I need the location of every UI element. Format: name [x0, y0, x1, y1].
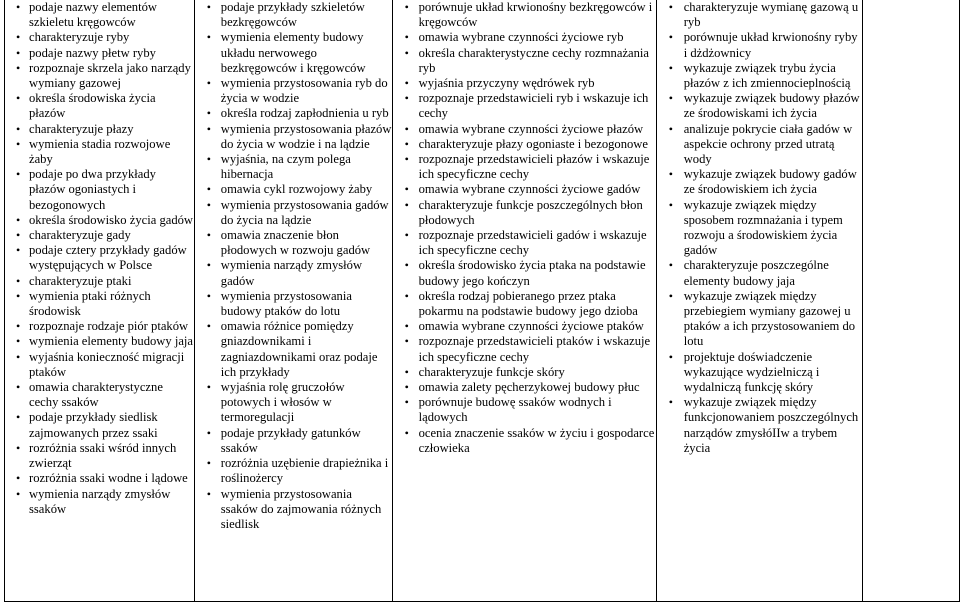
list-item: • wymienia stadia rozwojowe żaby: [5, 137, 194, 167]
list-item: • podaje nazwy elementów szkieletu kręgowców: [5, 0, 194, 30]
list-item: • charakteryzuje ptaki: [5, 274, 194, 289]
list-item: • określa rodzaj pobieranego przez ptaka pokarmu na podstawie budowy jego dzioba: [393, 289, 656, 319]
list-item: • podaje przykłady szkieletów bezkręgowców: [195, 0, 392, 30]
column-3-list: [393, 0, 656, 456]
list-item: • wymienia przystosowania ssaków do zajmowania różnych siedlisk: [195, 487, 392, 533]
list-item: • podaje nazwy płetw ryby: [5, 46, 194, 61]
list-item: • charakteryzuje wymianę gazową u ryb: [657, 0, 862, 30]
list-item: • rozpoznaje przedstawicieli ryb i wskazuje ich cechy: [393, 91, 656, 121]
list-item: • charakteryzuje płazy ogoniaste i bezogonowe: [393, 137, 656, 152]
list-item: • porównuje budowę ssaków wodnych i lądowych: [393, 395, 656, 425]
list-item: • rozróżnia ssaki wodne i lądowe: [5, 471, 194, 486]
list-item: • charakteryzuje poszczególne elementy budowy jaja: [657, 258, 862, 288]
list-item: • podaje cztery przykłady gadów występujących w Polsce: [5, 243, 194, 273]
list-item: • wykazuje związek budowy gadów ze środowiskiem ich życia: [657, 167, 862, 197]
table-row: [5, 0, 960, 602]
criteria-table: [4, 0, 960, 602]
list-item: • rozróżnia ssaki wśród innych zwierząt: [5, 441, 194, 471]
list-item: • wymienia narządy zmysłów gadów: [195, 258, 392, 288]
column-3-cell: [392, 0, 656, 602]
list-item: • podaje przykłady siedlisk zajmowanych przez ssaki: [5, 410, 194, 440]
list-item: • charakteryzuje płazy: [5, 122, 194, 137]
list-item: • omawia wybrane czynności życiowe płazów: [393, 122, 656, 137]
list-item: • analizuje pokrycie ciała gadów w aspekcie ochrony przed utratą wody: [657, 122, 862, 168]
list-item: • omawia wybrane czynności życiowe ryb: [393, 30, 656, 45]
list-item: • omawia wybrane czynności życiowe gadów: [393, 182, 656, 197]
list-item: • omawia cykl rozwojowy żaby: [195, 182, 392, 197]
list-item: • rozpoznaje przedstawicieli płazów i wskazuje ich specyficzne cechy: [393, 152, 656, 182]
list-item: • projektuje doświadczenie wykazujące wydzielniczą i wydalniczą funkcję skóry: [657, 350, 862, 396]
list-item: • wymienia przystosowania płazów do życia w wodzie i na lądzie: [195, 122, 392, 152]
list-item: • wykazuje związek między funkcjonowaniem poszczególnych narządów zmysłóIIw a trybem życia: [657, 395, 862, 456]
list-item: • określa środowisko życia gadów: [5, 213, 194, 228]
list-item: • porównuje układ krwionośny ryby i dżdżownicy: [657, 30, 862, 60]
list-item: • wykazuje związek trybu życia płazów z ich zmiennocieplnością: [657, 61, 862, 91]
column-1-cell: [5, 0, 195, 602]
list-item: • omawia różnice pomiędzy gniazdownikami i zagniazdownikami oraz podaje ich przykłady: [195, 319, 392, 380]
column-4-cell: [656, 0, 862, 602]
list-item: • charakteryzuje funkcje skóry: [393, 365, 656, 380]
list-item: • wymienia przystosowania ryb do życia w wodzie: [195, 76, 392, 106]
list-item: • wykazuje związek budowy płazów ze środowiskami ich życia: [657, 91, 862, 121]
list-item: • wyjaśnia konieczność migracji ptaków: [5, 350, 194, 380]
list-item: • rozpoznaje przedstawicieli gadów i wskazuje ich specyficzne cechy: [393, 228, 656, 258]
column-2-list: [195, 0, 392, 532]
list-item: • podaje przykłady gatunków ssaków: [195, 426, 392, 456]
list-item: • omawia wybrane czynności życiowe ptaków: [393, 319, 656, 334]
list-item: • ocenia znaczenie ssaków w życiu i gospodarce człowieka: [393, 426, 656, 456]
list-item: • charakteryzuje ryby: [5, 30, 194, 45]
list-item: • określa rodzaj zapłodnienia u ryb: [195, 106, 392, 121]
column-2-cell: [194, 0, 392, 602]
list-item: • wymienia ptaki różnych środowisk: [5, 289, 194, 319]
list-item: • wymienia elementy budowy układu nerwowego bezkręgowców i kręgowców: [195, 30, 392, 76]
list-item: • wyjaśnia przyczyny wędrówek ryb: [393, 76, 656, 91]
column-1-list: [5, 0, 194, 517]
list-item: • rozróżnia uzębienie drapieżnika i roślinożercy: [195, 456, 392, 486]
list-item: • wyjaśnia, na czym polega hibernacja: [195, 152, 392, 182]
list-item: • wymienia narządy zmysłów ssaków: [5, 487, 194, 517]
column-4-list: [657, 0, 862, 456]
list-item: • wykazuje związek między sposobem rozmnażania i typem rozwoju a środowiskiem życia gadów: [657, 198, 862, 259]
list-item: • charakteryzuje funkcje poszczególnych błon płodowych: [393, 198, 656, 228]
list-item: • określa charakterystyczne cechy rozmnażania ryb: [393, 46, 656, 76]
list-item: • wymienia elementy budowy jaja: [5, 334, 194, 349]
list-item: • wyjaśnia rolę gruczołów potowych i włosów w termoregulacji: [195, 380, 392, 426]
list-item: • określa środowiska życia płazów: [5, 91, 194, 121]
list-item: • wymienia przystosowania gadów do życia na lądzie: [195, 198, 392, 228]
list-item: • rozpoznaje skrzela jako narządy wymiany gazowej: [5, 61, 194, 91]
list-item: • omawia charakterystyczne cechy ssaków: [5, 380, 194, 410]
list-item: • wykazuje związek między przebiegiem wymiany gazowej u ptaków a ich przystosowaniem do lotu: [657, 289, 862, 350]
list-item: • charakteryzuje gady: [5, 228, 194, 243]
list-item: • rozpoznaje przedstawicieli ptaków i wskazuje ich specyficzne cechy: [393, 334, 656, 364]
list-item: • omawia znaczenie błon płodowych w rozwoju gadów: [195, 228, 392, 258]
list-item: • omawia zalety pęcherzykowej budowy płuc: [393, 380, 656, 395]
list-item: • porównuje układ krwionośny bezkręgowców i kręgowców: [393, 0, 656, 30]
list-item: • określa środowisko życia ptaka na podstawie budowy jego kończyn: [393, 258, 656, 288]
list-item: • rozpoznaje rodzaje piór ptaków: [5, 319, 194, 334]
column-5-cell-empty: [862, 0, 959, 602]
list-item: • wymienia przystosowania budowy ptaków do lotu: [195, 289, 392, 319]
list-item: • podaje po dwa przykłady płazów ogoniastych i bezogonowych: [5, 167, 194, 213]
